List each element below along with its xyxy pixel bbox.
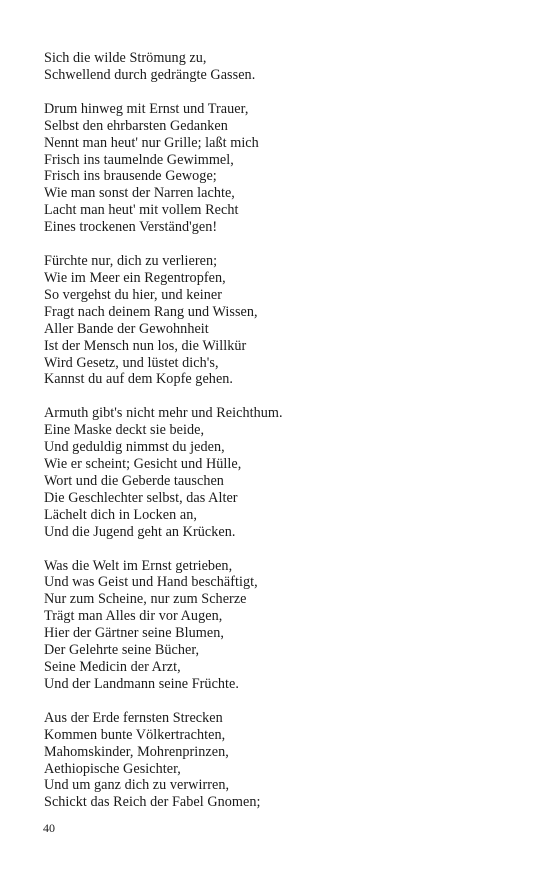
poem-line: Hier der Gärtner seine Blumen, [44, 625, 224, 642]
poem-line: Lächelt dich in Locken an, [44, 506, 197, 523]
poem-line: Und was Geist und Hand beschäftigt, [44, 574, 258, 591]
poem-line: Mahomskinder, Mohrenprinzen, [44, 743, 229, 760]
poem-line: Aller Bande der Gewohnheit [44, 320, 209, 337]
poem-line: Drum hinweg mit Ernst und Trauer, [44, 100, 249, 117]
poem-line: Was die Welt im Ernst getrieben, [44, 557, 233, 574]
poem-line: Wie im Meer ein Regentropfen, [44, 269, 226, 286]
poem-line: Und geduldig nimmst du jeden, [44, 439, 225, 456]
stanza-4 [44, 405, 514, 540]
poem-line: Lacht man heut' mit vollem Recht [44, 202, 239, 219]
poem-line: Aethiopische Gesichter, [44, 760, 181, 777]
poem-line: Fragt nach deinem Rang und Wissen, [44, 303, 258, 320]
poem-line: Trägt man Alles dir vor Augen, [44, 608, 223, 625]
poem-line: Sich die wilde Strömung zu, [44, 50, 207, 66]
poem-line: Nur zum Scheine, nur zum Scherze [44, 591, 247, 608]
stanza-2 [44, 101, 514, 236]
poem-line: Schickt das Reich der Fabel Gnomen; [44, 794, 261, 811]
stanza-6 [44, 710, 514, 811]
stanza-1 [44, 50, 514, 84]
poem-line: Frisch ins taumelnde Gewimmel, [44, 151, 234, 168]
poem-line: Wort und die Geberde tauschen [44, 472, 224, 489]
poem-line: Kannst du auf dem Kopfe gehen. [44, 371, 234, 388]
poem-line: Schwellend durch gedrängte Gassen. [44, 66, 256, 83]
poem-line: So vergehst du hier, und keiner [44, 286, 223, 303]
poem-line: Wird Gesetz, und lüstet dich's, [44, 354, 219, 371]
poem-line: Frisch ins brausende Gewoge; [44, 168, 217, 185]
poem-line: Eine Maske deckt sie beide, [44, 422, 205, 439]
poem-line: Aus der Erde fernsten Strecken [44, 709, 223, 726]
poem-line: Der Gelehrte seine Bücher, [44, 642, 200, 659]
stanza-5 [44, 558, 514, 693]
poem-line: Wie man sonst der Narren lachte, [44, 185, 235, 202]
poem-line: Selbst den ehrbarsten Gedanken [44, 117, 228, 134]
poem-line: Wie er scheint; Gesicht und Hülle, [44, 456, 242, 473]
poem-line: Kommen bunte Völkertrachten, [44, 726, 226, 743]
poem-body [44, 50, 514, 828]
stanza-3 [44, 253, 514, 388]
poem-line: Die Geschlechter selbst, das Alter [44, 489, 238, 506]
poem-line: Fürchte nur, dich zu verlieren; [44, 253, 218, 270]
poem-line: Ist der Mensch nun los, die Willkür [44, 337, 247, 354]
poem-line: Und der Landmann seine Früchte. [44, 675, 239, 692]
poem-line: Und um ganz dich zu verwirren, [44, 777, 230, 794]
page-number: 40 [43, 821, 55, 835]
poem-line: Seine Medicin der Arzt, [44, 659, 181, 675]
poem-line: Und die Jugend geht an Krücken. [44, 523, 236, 540]
poem-line: Armuth gibt's nicht mehr und Reichthum. [44, 405, 283, 422]
poem-line: Eines trockenen Verständ'gen! [44, 219, 218, 236]
poem-line: Nennt man heut' nur Grille; laßt mich [44, 134, 259, 151]
